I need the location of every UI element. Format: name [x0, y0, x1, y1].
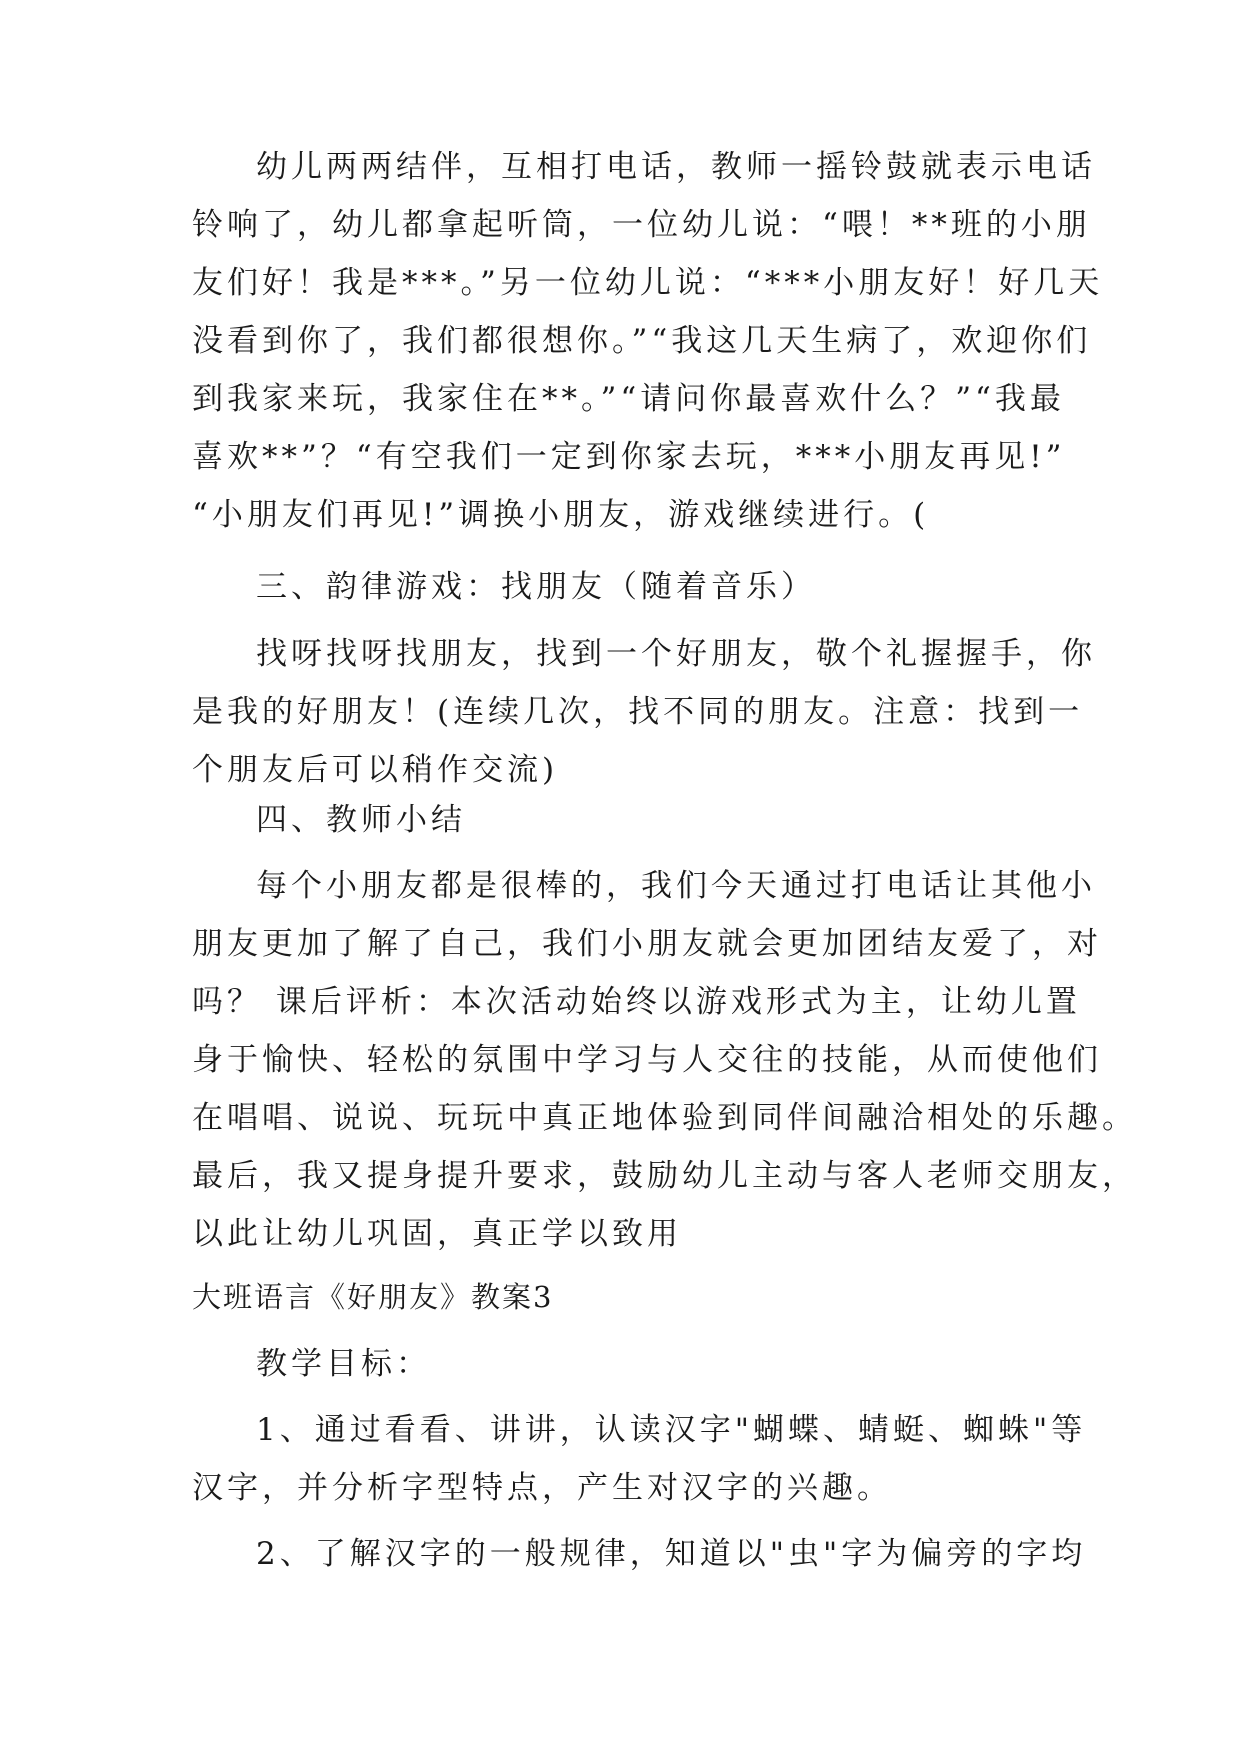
text-line: 1、通过看看、讲讲，认读汉字"蝴蝶、蜻蜓、蜘蛛"等: [256, 1412, 1087, 1448]
text-line: 2、了解汉字的一般规律，知道以"虫"字为偏旁的字均: [256, 1536, 1087, 1572]
objectives-label: 教学目标：: [256, 1346, 431, 1382]
text-line: 个朋友后可以稍作交流): [192, 752, 559, 788]
text-line: 是我的好朋友！(连续几次，找不同的朋友。注意：找到一: [192, 694, 1084, 730]
section-title: 三、韵律游戏：找朋友（随着音乐）: [256, 569, 816, 605]
text-line: 最后，我又提身提升要求，鼓励幼儿主动与客人老师交朋友，: [192, 1158, 1137, 1194]
text-line: 每个小朋友都是很棒的，我们今天通过打电话让其他小: [256, 868, 1096, 904]
paragraph-summary: [192, 857, 1137, 1263]
section-heading-rhythm-game: [192, 558, 1052, 616]
text-line: 铃响了，幼儿都拿起听筒，一位幼儿说：“喂！**班的小朋: [192, 207, 1091, 243]
text-line: 身于愉快、轻松的氛围中学习与人交往的技能，从而使他们: [192, 1042, 1102, 1078]
text-line: 到我家来玩，我家住在**。”“请问你最喜欢什么？”“我最: [192, 381, 1065, 417]
text-line: 幼儿两两结伴，互相打电话，教师一摇铃鼓就表示电话: [256, 149, 1096, 185]
lesson-plan-title: [192, 1268, 1052, 1326]
text-line: 以此让幼儿巩固，真正学以致用: [192, 1216, 682, 1252]
text-line: 找呀找呀找朋友，找到一个好朋友，敬个礼握握手，你: [256, 636, 1096, 672]
text-line: 吗？ 课后评析：本次活动始终以游戏形式为主，让幼儿置: [192, 984, 1081, 1020]
document-heading: 大班语言《好朋友》教案3: [192, 1280, 554, 1314]
text-line: 朋友更加了解了自己，我们小朋友就会更加团结友爱了，对: [192, 926, 1102, 962]
text-line: 喜欢**”？“有空我们一定到你家去玩，***小朋友再见!”: [192, 439, 1066, 475]
text-line: 没看到你了，我们都很想你。”“我这几天生病了，欢迎你们: [192, 323, 1092, 359]
text-line: 在唱唱、说说、玩玩中真正地体验到同伴间融洽相处的乐趣。: [192, 1100, 1137, 1136]
text-line: 汉字，并分析字型特点，产生对汉字的兴趣。: [192, 1470, 892, 1506]
paragraph-find-friends: [192, 625, 1096, 799]
objective-item-1: [192, 1401, 1087, 1517]
text-line: 友们好！我是***。”另一位幼儿说：“***小朋友好！好几天: [192, 265, 1104, 301]
text-line: “小朋友们再见!”调换小朋友，游戏继续进行。(: [192, 497, 930, 533]
objective-item-2: [192, 1525, 1087, 1583]
paragraph-phone-game: [192, 138, 1104, 544]
section-title: 四、教师小结: [256, 802, 466, 838]
objectives-heading: [192, 1335, 1052, 1393]
section-heading-teacher-summary: [192, 791, 1052, 849]
